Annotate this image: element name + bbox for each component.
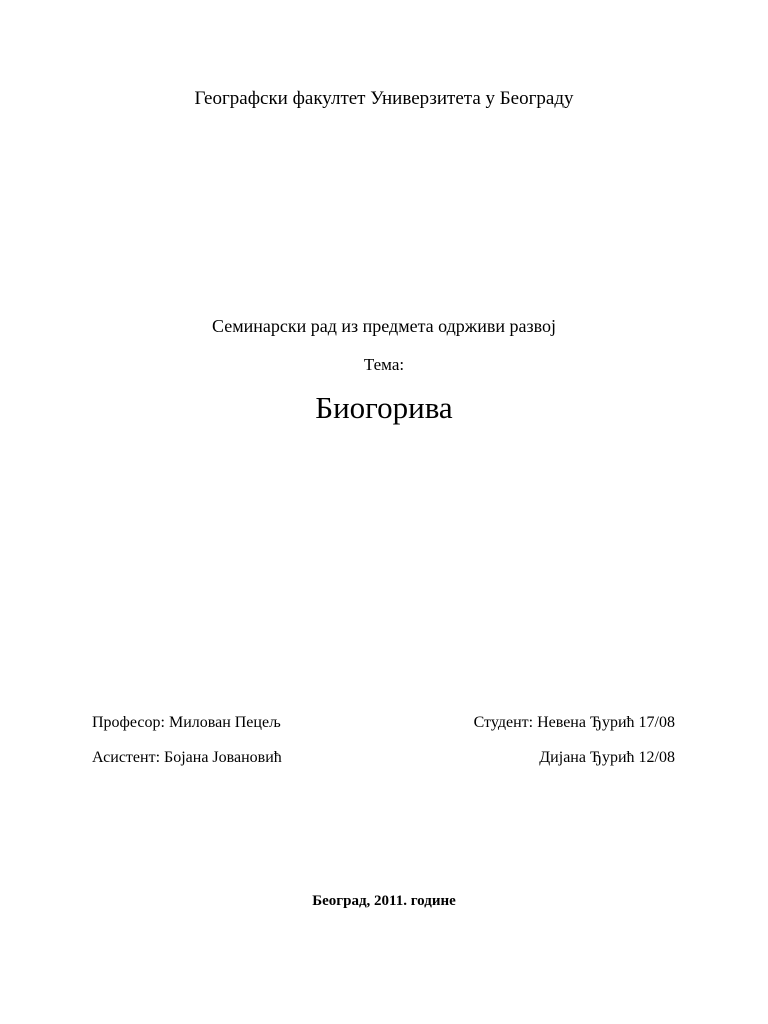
student-line-2: Дијана Ђурић 12/08: [539, 749, 675, 766]
topic-title: Биогорива: [315, 390, 453, 425]
seminar-subject-line: Семинарски рад из предмета одрживи развој: [212, 316, 556, 336]
professor-line: Професор: Милован Пецељ: [92, 714, 281, 731]
assistant-line: Асистент: Бојана Јовановић: [92, 749, 282, 766]
place-and-date: Београд, 2011. године: [312, 893, 456, 909]
topic-label: Тема:: [363, 355, 405, 374]
student-line-1: Студент: Невена Ђурић 17/08: [473, 714, 675, 731]
institution-heading: Географски факултет Универзитета у Београду: [194, 88, 574, 109]
